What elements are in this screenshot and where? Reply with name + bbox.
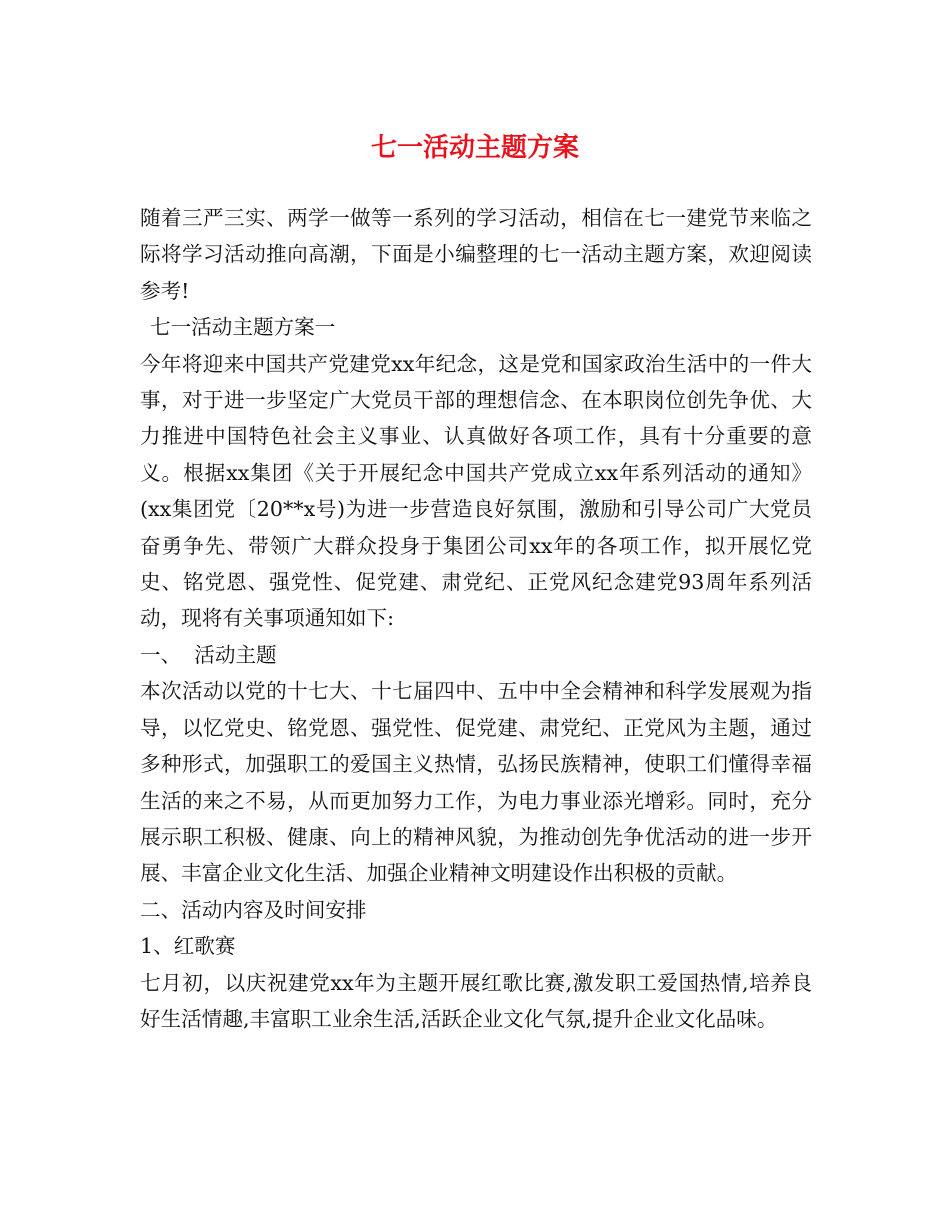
theme-paragraph: 本次活动以党的十七大、十七届四中、五中中全会精神和科学发展观为指导，以忆党史、铭党恩、强党性、促党建、肃党纪、正党风为主题，通过多种形式，加强职工的爱国主义热情，弘扬民族精神，使职工们懂得幸福生活的来之不易，从而更加努力工作，为电力事业添光增彩。同时，充分展示职工积极、健康、向上的精神风貌，为推动创先争优活动的进一步开展、丰富企业文化生活、加强企业精神文明建设作出积极的贡献。: [140, 679, 812, 886]
background-paragraph: 今年将迎来中国共产党建党xx年纪念，这是党和国家政治生活中的一件大事，对于进一步坚定广大党员干部的理想信念、在本职岗位创先争优、大力推进中国特色社会主义事业、认真做好各项工作，具有十分重要的意义。根据xx集团《关于开展纪念中国共产党成立xx年系列活动的通知》(xx集团党〔20**x号)为进一步营造良好氛围，激励和引导公司广大党员奋勇争先、带领广大群众投身于集团公司xx年的各项工作，拟开展忆党史、铭党恩、强党性、促党建、肃党纪、正党风纪念建党93周年系列活动，现将有关事项通知如下:: [140, 351, 812, 631]
section-heading-theme: 一、 活动主题: [140, 642, 277, 667]
subheading-red-song-contest: 1、红歌赛: [140, 934, 236, 959]
section-heading-plan-one: 七一活动主题方案一: [150, 315, 336, 340]
red-song-contest-paragraph: 七月初，以庆祝建党xx年为主题开展红歌比赛,激发职工爱国热情,培养良好生活情趣,丰富职工业余生活,活跃企业文化气氛,提升企业文化品味。: [140, 970, 812, 1031]
document-body: [140, 200, 812, 1037]
section-heading-content-schedule: 二、活动内容及时间安排: [140, 897, 367, 922]
intro-paragraph: 随着三严三实、两学一做等一系列的学习活动，相信在七一建党节来临之际将学习活动推向高潮，下面是小编整理的七一活动主题方案，欢迎阅读参考!: [140, 206, 812, 303]
document-title: 七一活动主题方案: [370, 133, 579, 163]
